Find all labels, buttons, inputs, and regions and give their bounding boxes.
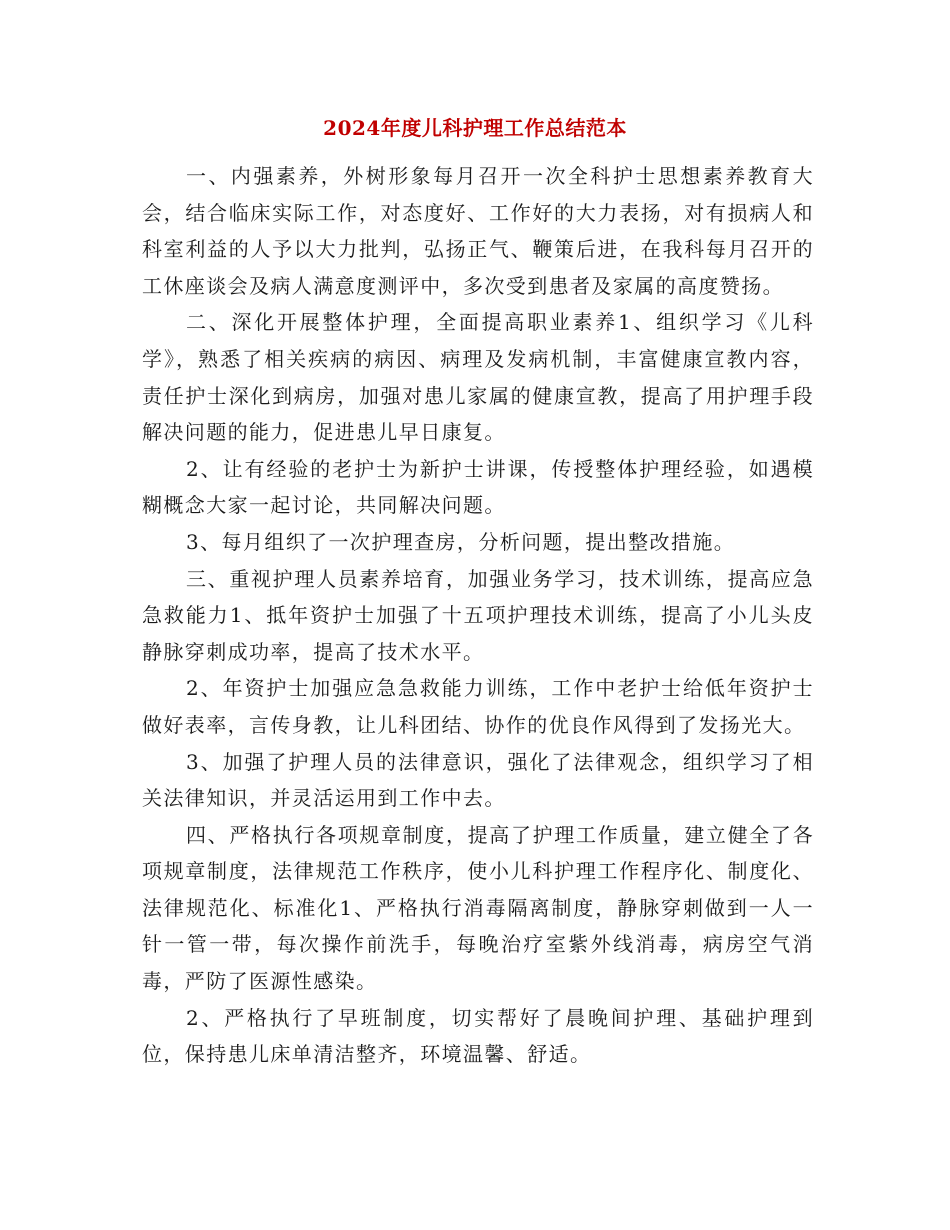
paragraph-2: 二、深化开展整体护理，全面提高职业素养1、组织学习《儿科学》，熟悉了相关疾病的病因、病理及发病机制，丰富健康宣教内容，责任护士深化到病房，加强对患儿家属的健康宣教，提高了用护理手段解决问题的能力，促进患儿早日康复。: [142, 310, 814, 445]
paragraph-7: 3、加强了护理人员的法律意识，强化了法律观念，组织学习了相关法律知识，并灵活运用到工作中去。: [142, 749, 814, 811]
paragraph-4: 3、每月组织了一次护理查房，分析问题，提出整改措施。: [186, 529, 736, 554]
paragraph-3: 2、让有经验的老护士为新护士讲课，传授整体护理经验，如遇模糊概念大家一起讨论，共同解决问题。: [142, 456, 814, 518]
paragraph-6: 2、年资护士加强应急急救能力训练，工作中老护士给低年资护士做好表率，言传身教，让儿科团结、协作的优良作风得到了发扬光大。: [142, 676, 814, 737]
document-body: [142, 158, 814, 1073]
paragraph-5: 三、重视护理人员素养培育，加强业务学习，技术训练，提高应急急救能力1、抵年资护士加强了十五项护理技术训练，提高了小儿头皮静脉穿刺成功率，提高了技术水平。: [142, 566, 814, 664]
paragraph-8: 四、严格执行各项规章制度，提高了护理工作质量，建立健全了各项规章制度，法律规范工作秩序，使小儿科护理工作程序化、制度化、法律规范化、标准化1、严格执行消毒隔离制度，静脉穿刺做到一人一针一管一带，每次操作前洗手，每晚治疗室紫外线消毒，病房空气消毒，严防了医源性感染。: [142, 822, 814, 994]
paragraph-1: 一、内强素养，外树形象每月召开一次全科护士思想素养教育大会，结合临床实际工作，对态度好、工作好的大力表扬，对有损病人和科室利益的人予以大力批判，弘扬正气、鞭策后进，在我科每月召开的工休座谈会及病人满意度测评中，多次受到患者及家属的高度赞扬。: [142, 164, 814, 298]
document-title: 2024年度儿科护理工作总结范本: [323, 116, 627, 140]
paragraph-9: 2、严格执行了早班制度，切实帮好了晨晚间护理、基础护理到位，保持患儿床单清洁整齐，环境温馨、舒适。: [142, 1005, 814, 1067]
